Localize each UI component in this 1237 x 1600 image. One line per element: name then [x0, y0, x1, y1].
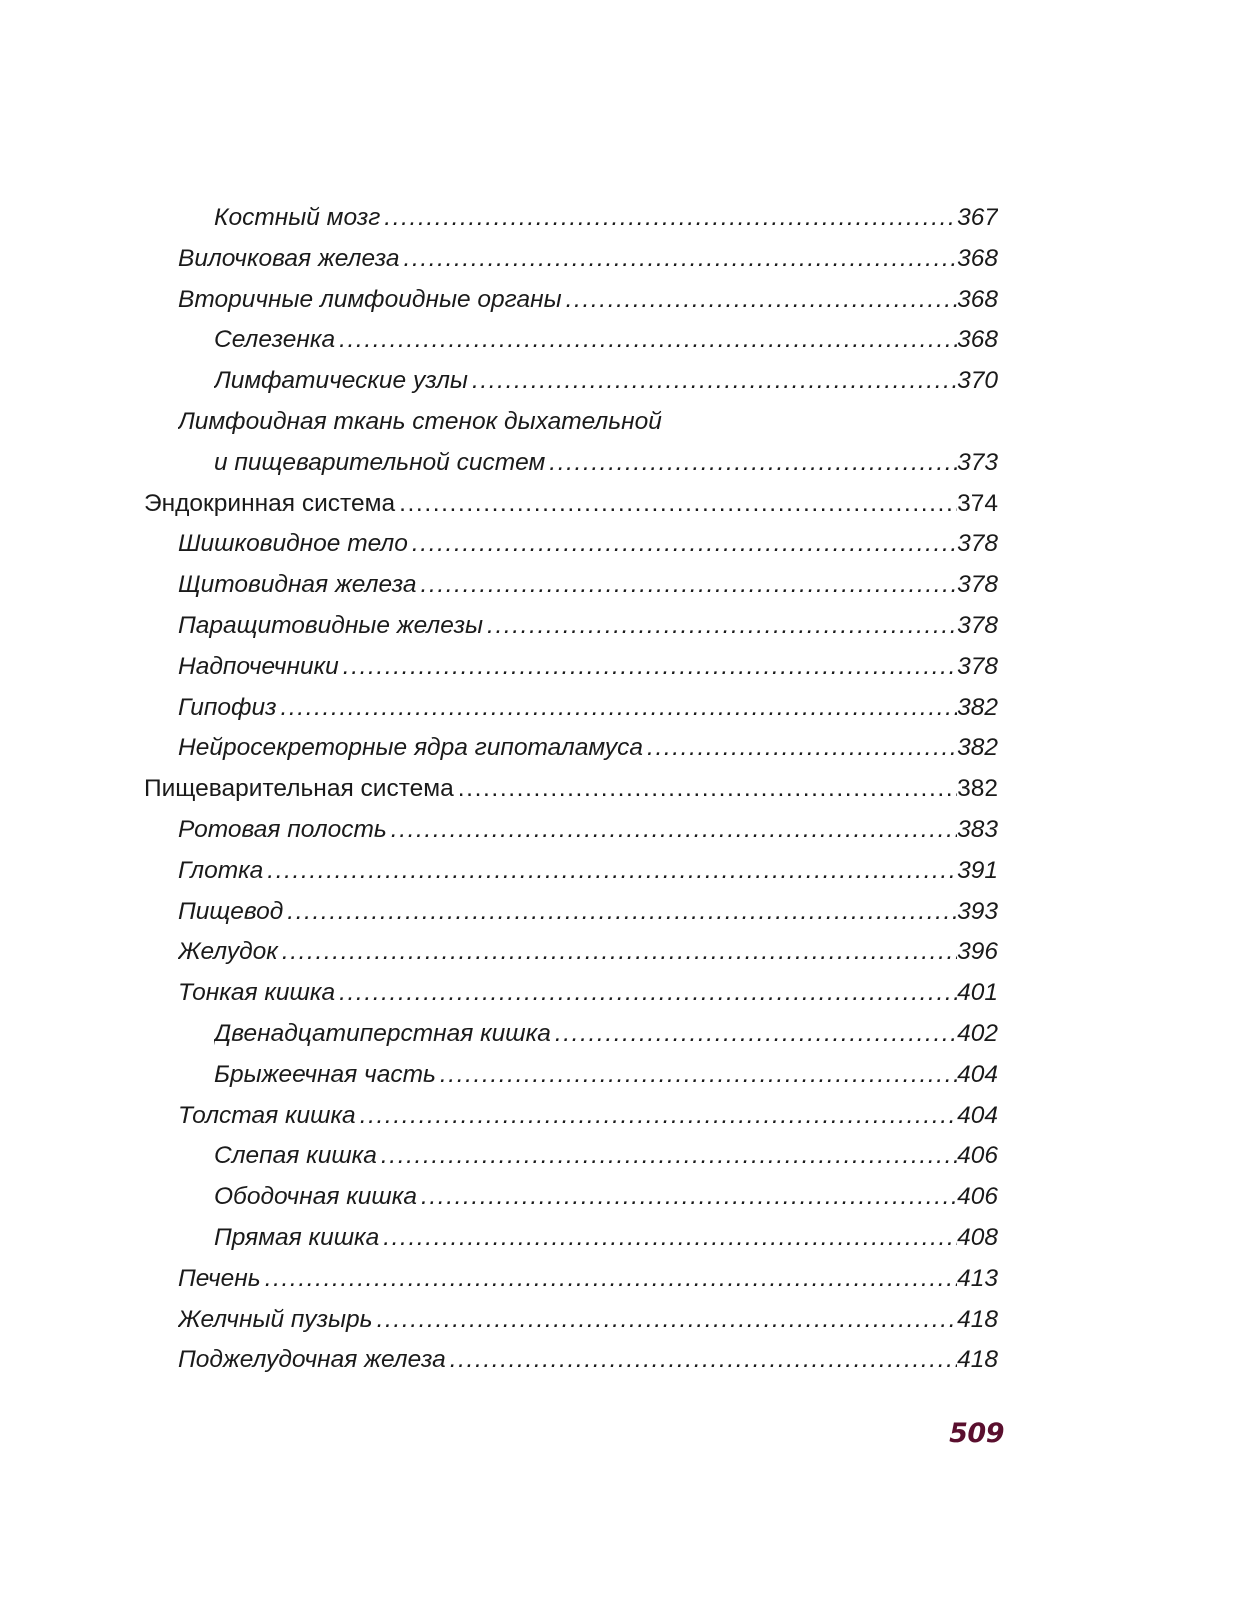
toc-entry [178, 524, 998, 558]
toc-entry-page: 406 [957, 1142, 998, 1170]
toc-dot-leader [549, 449, 957, 477]
toc-entry-title: Пищеварительная система [144, 775, 454, 803]
toc-entry-page: 368 [957, 244, 998, 272]
toc-dot-leader [339, 979, 957, 1007]
toc-entry-page: 368 [957, 285, 998, 313]
toc-entry-title: Брыжеечная часть [214, 1060, 436, 1088]
toc-entry-title: Пищевод [178, 897, 284, 925]
toc-entry-title: Прямая кишка [214, 1224, 380, 1251]
toc-entry-page: 378 [957, 571, 998, 599]
toc-entry [178, 973, 998, 1007]
toc-dot-leader [566, 286, 957, 314]
toc-dot-leader [360, 1102, 957, 1130]
toc-entry-title: Желудок [178, 938, 278, 966]
toc-entry-title: Тонкая кишка [178, 979, 336, 1007]
toc-entry [178, 851, 998, 885]
toc-entry-page: 401 [957, 979, 998, 1007]
toc-entry-page: 383 [957, 816, 998, 843]
toc-entry [178, 1300, 998, 1334]
toc-dot-leader [450, 1346, 957, 1374]
toc-entry [178, 1340, 998, 1374]
toc-dot-leader [487, 612, 957, 640]
toc-entry [214, 1055, 998, 1089]
toc-entry-title: Ротовая полость [178, 816, 387, 843]
toc-entry [178, 402, 998, 436]
toc-dot-leader [440, 1061, 957, 1089]
toc-entry-title: Вилочковая железа [178, 244, 400, 272]
toc-entry-page: 413 [957, 1264, 998, 1292]
toc-entry-title: Печень [178, 1264, 261, 1292]
toc-dot-leader [421, 1183, 957, 1211]
toc-entry-title: Вторичные лимфоидные органы [178, 285, 562, 313]
toc-dot-leader [555, 1020, 957, 1048]
toc-entry-page: 367 [957, 204, 998, 231]
toc-dot-leader [381, 1142, 957, 1170]
toc-entry-page: 393 [957, 897, 998, 925]
toc-dot-leader [267, 857, 957, 885]
toc-entry [178, 1096, 998, 1130]
toc-dot-leader [377, 1306, 958, 1334]
toc-entry-title: Гипофиз [178, 693, 277, 721]
toc-entry-title: Костный мозг [214, 204, 381, 231]
toc-entry [214, 1177, 998, 1211]
toc-entry-title: Желчный пузырь [178, 1305, 373, 1333]
toc-entry-page: 373 [957, 448, 998, 476]
toc-entry [214, 443, 998, 477]
toc-entry-title: Глотка [178, 856, 264, 884]
toc-entry [144, 769, 998, 803]
toc-entry [178, 606, 998, 640]
toc-dot-leader [265, 1265, 957, 1293]
toc-dot-leader [287, 898, 957, 926]
toc-entry-page: 378 [957, 530, 998, 558]
toc-entry-page: 402 [957, 1020, 998, 1047]
toc-entry-page: 418 [957, 1305, 998, 1333]
toc-entry [178, 688, 998, 722]
toc-entry [178, 728, 998, 762]
toc-dot-leader [472, 367, 957, 395]
toc-entry-page: 391 [957, 856, 998, 884]
toc-dot-leader [339, 326, 957, 354]
toc-entry [178, 810, 998, 844]
toc-entry [178, 280, 998, 314]
toc-entry-title: Селезенка [214, 326, 336, 354]
toc-entry [178, 1259, 998, 1293]
toc-entry-title: Слепая кишка [214, 1142, 377, 1170]
toc-entry-page: 408 [957, 1224, 998, 1251]
toc-dot-leader [383, 1224, 957, 1252]
toc-entry [178, 647, 998, 681]
toc-entry-title: Двенадцатиперстная кишка [214, 1020, 551, 1047]
toc-entry-title: Толстая кишка [178, 1101, 356, 1129]
toc-entry-page: 404 [957, 1101, 998, 1129]
toc-entry-title: Лимфатические узлы [214, 367, 468, 395]
toc-dot-leader [280, 694, 957, 722]
toc-entry-title: Ободочная кишка [214, 1183, 417, 1211]
toc-entry-page: 378 [957, 612, 998, 639]
toc-entry-page: 382 [957, 734, 998, 762]
toc-entry-page: 382 [957, 775, 998, 803]
toc-entry-page: 374 [957, 489, 998, 517]
toc-entry-title: Шишковидное тело [178, 530, 408, 558]
toc-entry-title: Щитовидная железа [178, 571, 417, 599]
toc-entry-page: 406 [957, 1183, 998, 1211]
toc-entry-page: 404 [957, 1060, 998, 1088]
toc-dot-leader [404, 245, 958, 273]
toc-dot-leader [399, 490, 957, 518]
toc-dot-leader [343, 653, 957, 681]
toc-entry-page: 370 [957, 367, 998, 395]
toc-entry [214, 1218, 998, 1252]
toc-entry [214, 198, 998, 232]
toc-entry [214, 1014, 998, 1048]
toc-entry-title: Надпочечники [178, 652, 339, 680]
toc-entry-title: и пищеварительной систем [214, 448, 546, 476]
toc-entry-title: Паращитовидные железы [178, 612, 484, 639]
toc-entry [178, 892, 998, 926]
toc-entry-title: Эндокринная система [144, 489, 396, 517]
toc-dot-leader [647, 734, 957, 762]
toc-entry-title: Поджелудочная железа [178, 1346, 446, 1374]
toc-entry-page: 378 [957, 652, 998, 680]
toc-entry [144, 484, 998, 518]
toc-entry-page: 418 [957, 1346, 998, 1374]
toc-entry [214, 1136, 998, 1170]
toc-entry [178, 565, 998, 599]
toc-dot-leader [282, 938, 957, 966]
toc-entry [214, 320, 998, 354]
toc-entry-title: Лимфоидная ткань стенок дыхательной [178, 408, 662, 435]
toc-entry-title: Нейросекреторные ядра гипоталамуса [178, 734, 644, 762]
toc-dot-leader [391, 816, 957, 844]
toc-entry [178, 932, 998, 966]
toc-dot-leader [421, 571, 958, 599]
toc-dot-leader [412, 530, 957, 558]
toc-entry-page: 382 [957, 693, 998, 721]
toc-entry-page: 396 [957, 938, 998, 966]
toc-entry-page: 368 [957, 326, 998, 354]
toc-entry [214, 361, 998, 395]
toc-dot-leader [458, 775, 957, 803]
page-number: 509 [949, 1418, 1004, 1449]
toc-entry [178, 239, 998, 273]
toc-dot-leader [384, 204, 957, 232]
